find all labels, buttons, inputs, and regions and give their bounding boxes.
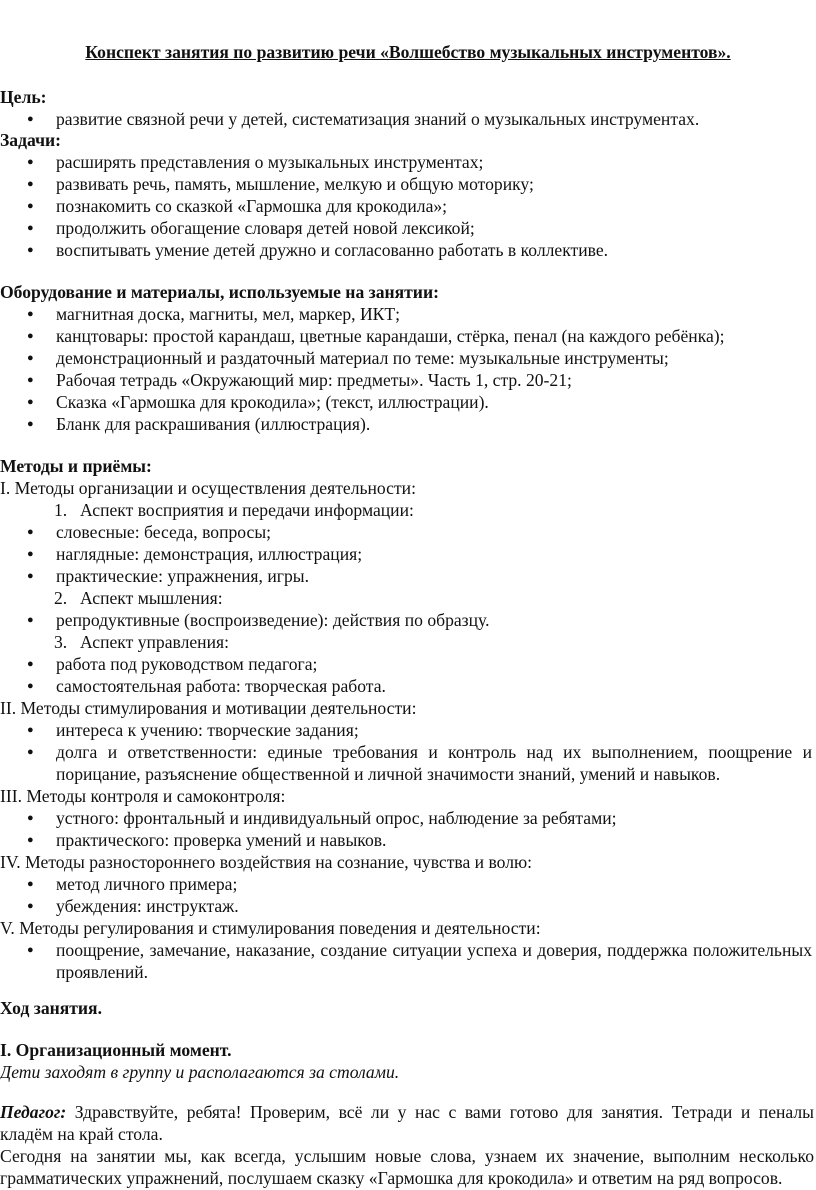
paragraph-line: Сегодня на занятии мы, как всегда, услышим новые слова, узнаем их значение, выполним несколько [0, 1146, 814, 1166]
methods-group-1: I. Методы организации и осуществления деятельности: [0, 478, 416, 498]
aspect-heading: Аспект мышления: [80, 588, 223, 608]
tasks-heading: Задачи: [0, 130, 61, 150]
methods-group-2: II. Методы стимулирования и мотивации деятельности: [0, 698, 417, 718]
goal-heading: Цель: [0, 87, 47, 107]
bullet-icon: ● [27, 548, 34, 560]
bullet-icon: ● [27, 878, 34, 890]
bullet-icon: ● [27, 658, 34, 670]
aspect-heading: Аспект восприятия и передачи информации: [80, 500, 414, 520]
bullet-icon: ● [27, 746, 34, 758]
bullet-icon: ● [27, 944, 34, 956]
bullet-icon: ● [27, 374, 34, 386]
aspect-number: 3. [54, 632, 68, 652]
aspect-heading: Аспект управления: [80, 632, 229, 652]
document-title: Конспект занятия по развитию речи «Волшебство музыкальных инструментов». [85, 42, 731, 62]
stage-direction: Дети заходят в группу и располагаются за столами. [0, 1062, 400, 1082]
bullet-icon: ● [27, 900, 34, 912]
methods-group-3: III. Методы контроля и самоконтроля: [0, 786, 286, 806]
bullet-icon: ● [27, 570, 34, 582]
methods-heading: Методы и приёмы: [0, 456, 152, 476]
speaker-label: Педагог: [0, 1102, 67, 1122]
speech-text: Здравствуйте, ребята! Проверим, всё ли у нас с вами готово для занятия. Тетради и пеналы [74, 1102, 814, 1122]
bullet-icon: ● [27, 308, 34, 320]
equipment-heading: Оборудование и материалы, используемые на занятии: [0, 282, 439, 302]
bullet-icon: ● [27, 113, 34, 125]
speech-text-continuation: кладём на край стола. [0, 1124, 163, 1144]
bullet-icon: ● [27, 244, 34, 256]
aspect-number: 1. [54, 500, 68, 520]
document-page: Конспект занятия по развитию речи «Волшебство музыкальных инструментов». Цель: ● развитие связной речи у детей, систематизация знаний о музыкальных инструментах. Задачи: ● расширять представления о музыкальных инструментах; ● развивать речь, память, мышление, мелкую и общую моторику; ● познакомить со сказкой «Гармошка для крокодила»; ● продолжить обогащение словаря детей новой лексикой; ● воспитывать умение детей дружно и согласованно работать в коллективе. Оборудование и материалы, используемые на занятии: ● магнитная доска, магниты, мел, маркер, ИКТ; ● канцтовары: простой карандаш, цветные карандаши, стёрка, пенал (на каждого ребёнка); ● демонстрационный и раздаточный материал по теме: музыкальные инструменты; ● Рабочая тетрадь «Окружающий мир: предметы». Часть 1, стр. 20-21; ● Сказка «Гармошка для крокодила»; (текст, иллюстрации). ● Бланк для раскрашивания (иллюстрация). Методы и приёмы: I. Методы организации и осуществления деятельности: 1. Аспект восприятия и передачи информации: ● словесные: беседа, вопросы; ● наглядные: демонстрация, иллюстрация; ● практические: упражнения, игры. 2. Аспект мышления: ● репродуктивные (воспроизведение): действия по образцу. 3. Аспект управления: ● работа под руководством педагога; ● самостоятельная работа: творческая работа. II. Методы стимулирования и мотивации деятельности: ● интереса к учению: творческие задания; ● долга и ответственности: единые требования и контроль над их выполнением, поощрение и порицание, разъяснение общественной и личной значимости знаний, умений и навыков. III. Методы контроля и самоконтроля: ● устного: фронтальный и индивидуальный опрос, наблюдение за ребятами; ● практического: проверка умений и навыков. IV. Методы разностороннего воздействия на сознание, чувства и волю: ● метод личного примера; ● убеждения: инструктаж. V. Методы регулирования и стимулирования поведения и деятельности: ● поощрение, замечание, наказание, создание ситуации успеха и доверия, поддержка положительных проявлений. Ход занятия. I. Организационный момент. Дети заходят в группу и располагаются за столами. Педагог: Здравствуйте, ребята! Проверим, всё ли у нас с вами готово для занятия. Тетради и пеналы кладём на край стола. Сегодня на занятии мы, как всегда, услышим новые слова, узнаем их значение, выполним несколько грамматических упражнений, послушаем сказку «Гармошка для крокодила» и ответим на ряд вопросов. [0, 42, 814, 1188]
aspect-number: 2. [54, 588, 68, 608]
bullet-icon: ● [27, 178, 34, 190]
section-heading: I. Организационный момент. [0, 1040, 232, 1060]
bullet-icon: ● [27, 396, 34, 408]
methods-group-5: V. Методы регулирования и стимулирования поведения и деятельности: [0, 918, 541, 938]
paragraph-line: грамматических упражнений, послушаем сказку «Гармошка для крокодила» и ответим на ряд вопросов. [0, 1168, 783, 1188]
bullet-icon: ● [27, 614, 34, 626]
lesson-heading: Ход занятия. [0, 998, 102, 1018]
bullet-icon: ● [27, 156, 34, 168]
bullet-icon: ● [27, 330, 34, 342]
methods-group-4: IV. Методы разностороннего воздействия на сознание, чувства и волю: [0, 852, 533, 872]
bullet-icon: ● [27, 724, 34, 736]
teacher-speech-line [0, 1102, 814, 1124]
bullet-icon: ● [27, 200, 34, 212]
bullet-icon: ● [27, 352, 34, 364]
bullet-icon: ● [27, 834, 34, 846]
bullet-icon: ● [27, 418, 34, 430]
bullet-icon: ● [27, 812, 34, 824]
bullet-icon: ● [27, 526, 34, 538]
bullet-icon: ● [27, 222, 34, 234]
bullet-icon: ● [27, 680, 34, 692]
